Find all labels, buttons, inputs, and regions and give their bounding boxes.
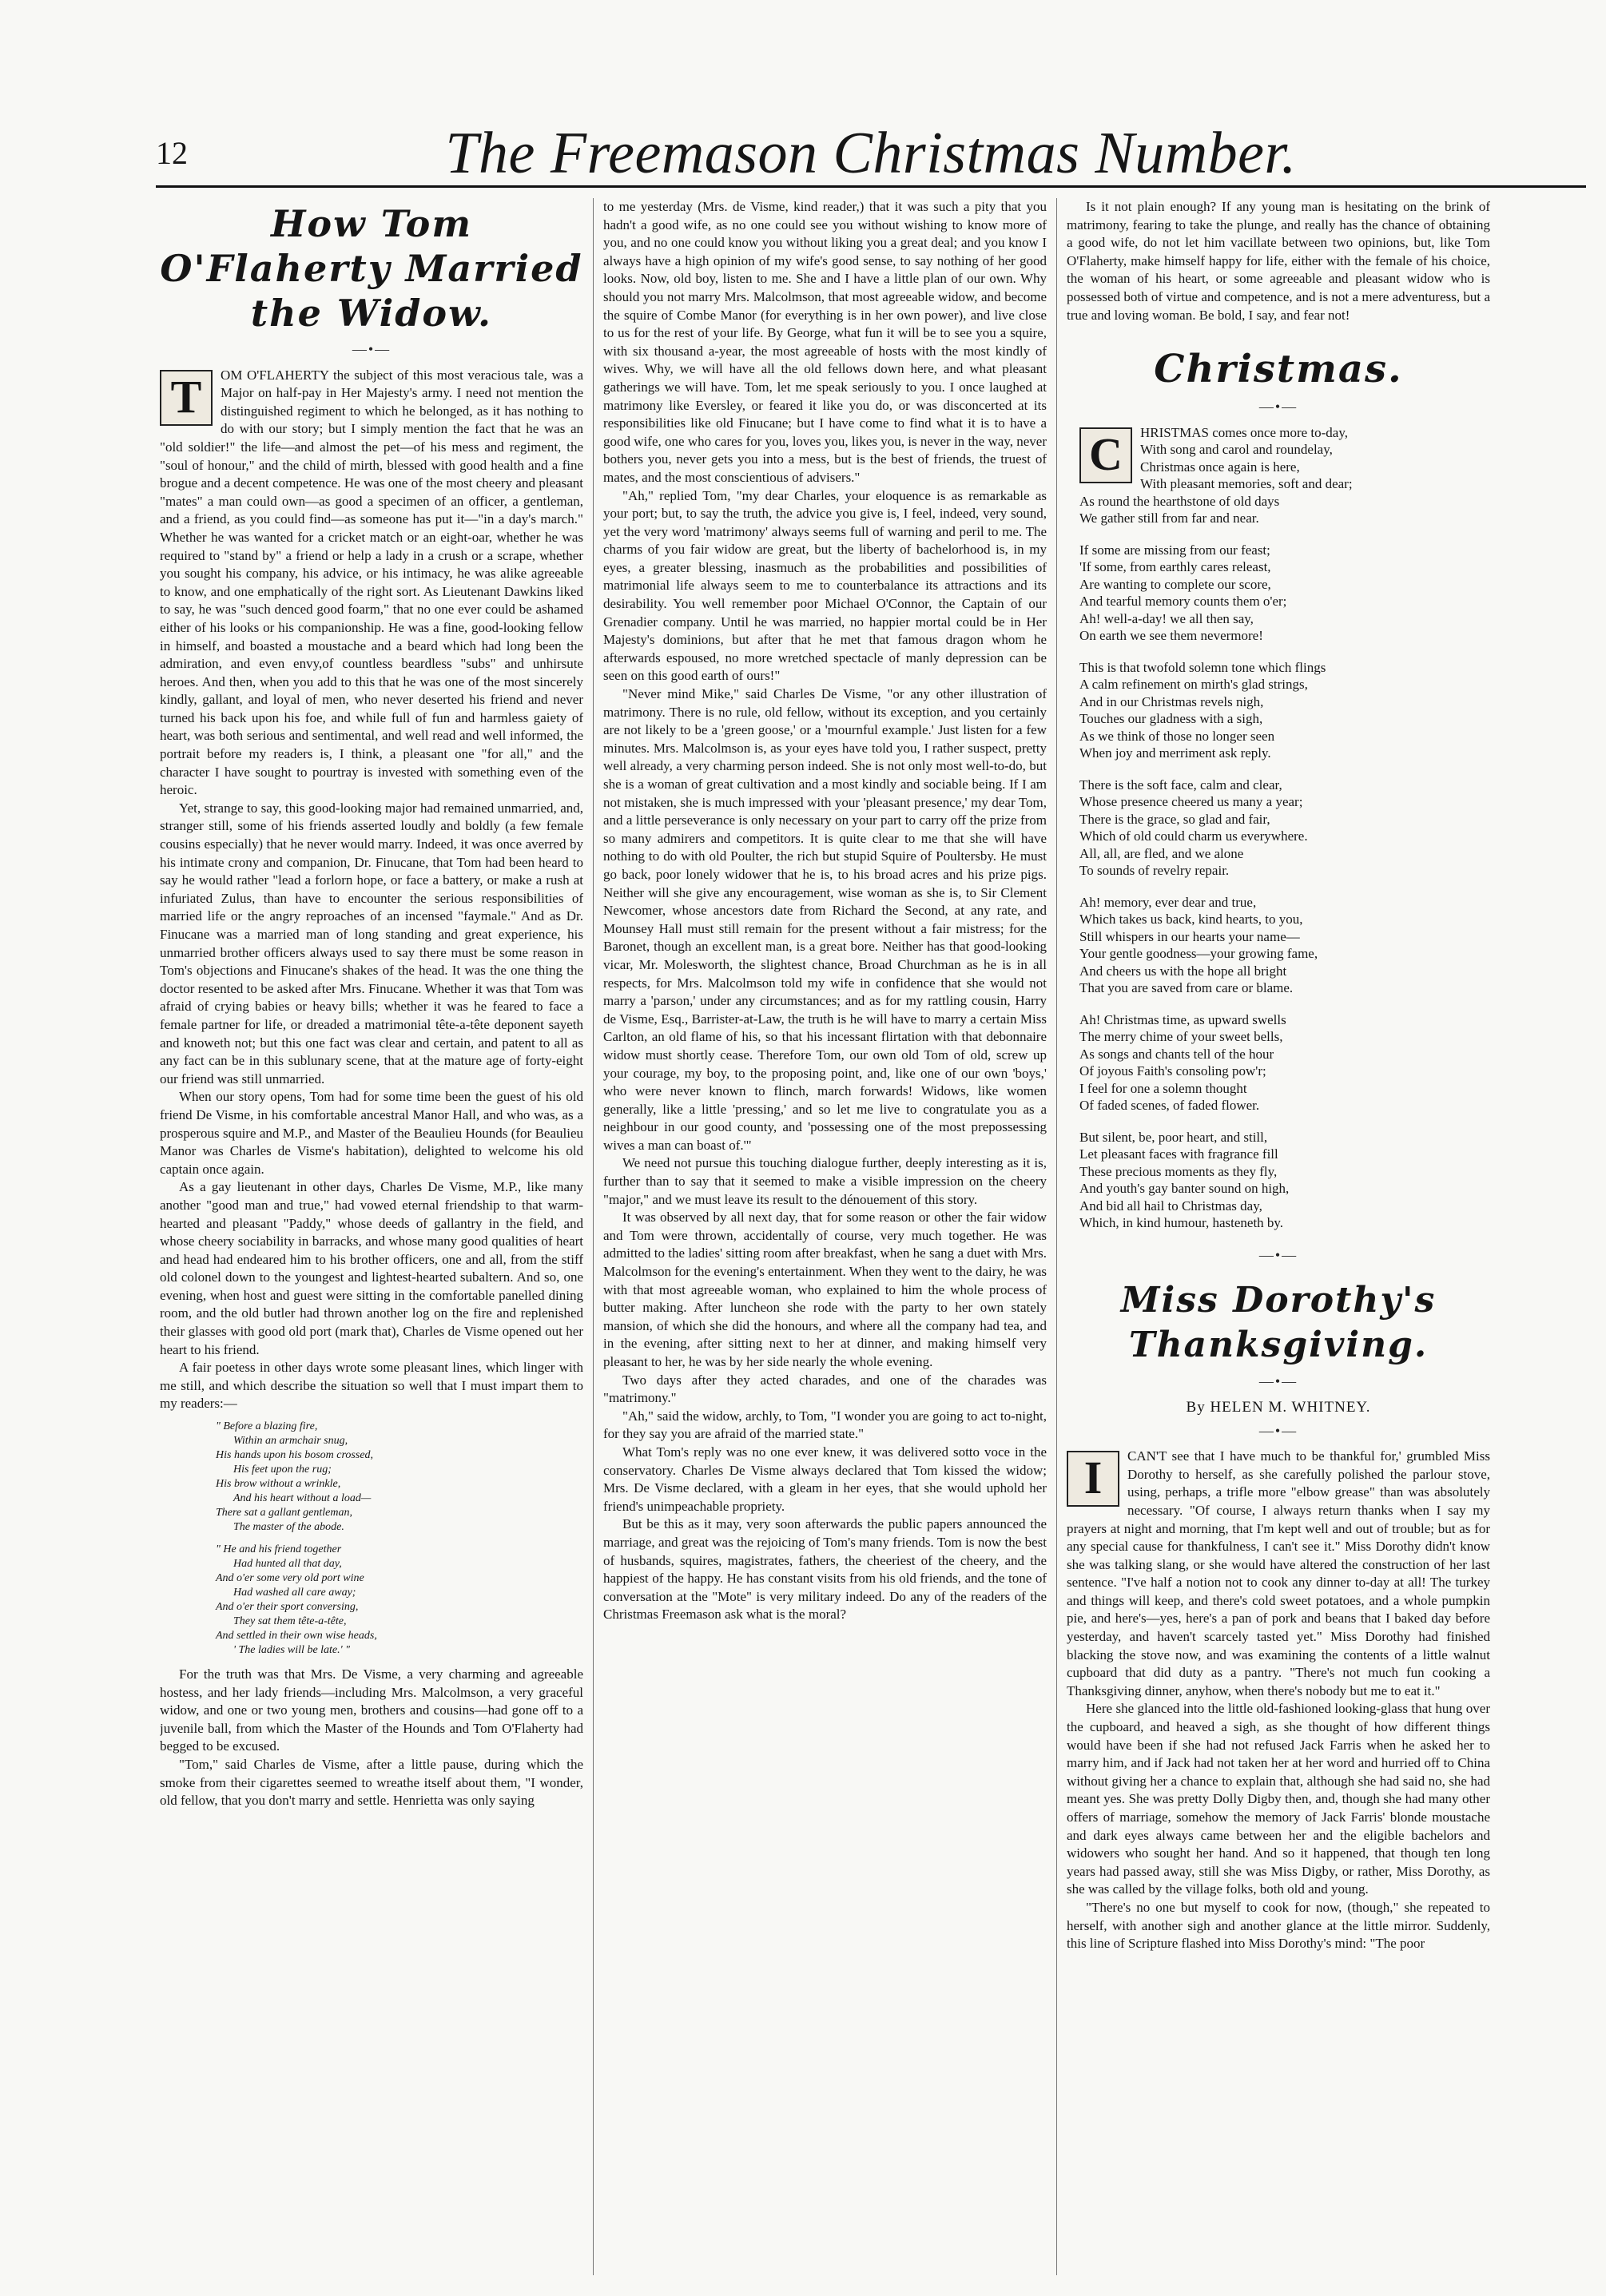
paragraph: OM O'FLAHERTY the subject of this most veracious tale, was a Major on half-pay in Her Majesty's army. I need not mention the distinguished regiment to which he belonged, as it has nothing to do with our story; but I simply mention the fact that he was an "old soldier!" the life—and almost the pet—of his mess and regiment, the "soul of honour," and the child of mirth, blessed with good health and a fine brogue and a decent competence. He was one of the most cheery and pleasant "mates" a man could own—as good a specimen of an officer, a gentleman, and a friend, as you could find—as someone has put it—"in a day's march." Whether he was wanted for a cricket match or an eight-oar, whether he was required to "stand by" a friend or help a lady in a crush or a scrape, whether you sought his company, his advice, or his intimacy, he was alike agreeable to know, and one emphatically of the right sort. As Lieutenant Dawkins liked to say, he was "such denced good foarm," that no one ever could be ashamed either of his looks or his companionship. He was a fine, good-looking fellow in himself, and boasted a moustache and a beard which had long been the admiration, and even envy,of countless beardless "subs" and unhirsute heroes. And then, when you add to this that he was one of the most sincerely kindly, gallant, and loyal of men, who never deserted his friend and never turned his back upon his foe, and while full of fun and harmless gaiety of heart, was both serious and sentimental, and well read and well informed, the portrait before my readers is, I think, a pleasant one "for all," and the character I have sought to pourtray is invested with something even of the heroic. [160,367,583,798]
poem-line: Still whispers in our hearts your name— [1079,928,1300,944]
poem-line: Had washed all care away; [233,1587,356,1599]
column-divider [1056,198,1057,2275]
poem-stanza [1079,659,1490,762]
drop-cap: I [1067,1451,1119,1507]
poem-line: 'If some, from earthly cares releast, [1079,559,1271,575]
poem-line: His feet upon the rug; [233,1464,332,1476]
paragraph: But be this as it may, very soon afterwards the public papers announced the marriage, and great was the rejoicing of Tom's many friends. Tom is now the best of husbands, squires, magistrates, fathers, the cheeriest of the cheery, and the happiest of the happy. He has constant visits from his old friends, and the tone of conversation at the "Mote" is very military indeed. Do any of the readers of the Christmas Freemason ask what is the moral? [603,1516,1047,1623]
quoted-poem [216,1420,583,1658]
poem-line: And tearful memory counts them o'er; [1079,594,1287,610]
poem-line: The master of the abode. [233,1521,344,1534]
paragraph: to me yesterday (Mrs. de Visme, kind reader,) that it was such a pity that you hadn't a good wife, as no one could see you without wishing to know more of you, and no one could know you without liking you a great deal; and you know I always have a high opinion of my wife's good sense, to say nothing of her good looks. Now, old boy, listen to me. She and I have a little plan of our own. Why should you not marry Mrs. Malcolmson, that most agreeable widow, and become the squire of Combe Manor (for everything is in her own power), and live close to us for the rest of your life. By George, what fun it will be to see you a squire, with six thousand a-year, the most agreeable of hosts with the most kindly of wives. Why, we will have all the old fellows down here, and what pleasant gatherings we will have. Tom, let me speak seriously to you. I once laughed at matrimony like Eversley, or feared it like you do, or was disconcerted at its responsibilities like old Finucane; but I have come to find what it is to have a good wife, one who cares for you, loves you, likes you, is never in the way, never bothers you, never gets you into a mess, but is the best of friends, the truest of mates, and the most conscientious of advisers." [603,199,1047,485]
poem-line: ' The ladies will be late.' " [233,1644,351,1657]
paragraph: Is it not plain enough? If any young man is hesitating on the brink of matrimony, fearing to take the plunge, and really has the chance of obtaining a good wife, do not let him vacillate between two opinions, but, like Tom O'Flaherty, make himself happy for life, either with the female of his choice, the woman of his heart, or some agreeable and pleasant widow who is possessed both of virtue and competence, and is not a mere adventuress, but a true and loving woman. Be bold, I say, and fear not! [1067,199,1490,323]
title-ornament: —•— [1258,1373,1298,1390]
poem-line: His brow without a wrinkle, [216,1478,341,1491]
paragraph: "There's no one but myself to cook for now, (though," she repeated to herself, with another sigh and another glance at the little mirror. Suddenly, this line of Scripture flashed into Miss Dorothy's mind: "The poor [1067,1899,1490,1952]
title-ornament: —•— [1258,399,1298,415]
paragraph: Yet, strange to say, this good-looking major had remained unmarried, and, stranger still, some of his friends asserted loudly and boldly (a few female cousins especially) that he never would marry. Indeed, it was once averred by his intimate crony and companion, Dr. Finucane, that Tom had been heard to say he would rather "lead a forlorn hope, or face a battery, or make a rush at infuriated Zulus, than have to encounter the serious responsibilities of married life or the angry reproaches of an incensed "faymale." And as Dr. Finucane was a married man of long standing and great experience, his unmarried brother officers always used to say there must be some reason in Tom's objections and Finucane's shakes of the head. It was the one thing the doctor resented to be asked after Mrs. Finucane. Whether it was that Tom was afraid of crying babies or heavy bills; whether it was he feared to face a female partner for life, or dreaded a matrimonial tête-a-tête deponent sayeth and knoweth not; but this one fact was clear and certain, and patent to all as any fact can be in this sublunary scene, that at the mature age of forty-eight our friend was still unmarried. [160,800,583,1086]
poem-line: Ah! Christmas time, as upward swells [1079,1011,1286,1027]
poem-stanza [1079,777,1490,880]
poem-stanza [1079,1129,1490,1232]
poem-line: And youth's gay banter sound on high, [1079,1181,1290,1197]
poem-line: And o'er some very old port wine [216,1572,364,1585]
poem-stanza [216,1420,583,1535]
poem-line: Your gentle goodness—your growing fame, [1079,946,1318,962]
poem-stanza [1079,1011,1490,1114]
poem-title: Christmas. [1154,347,1403,392]
poem-line: A calm refinement on mirth's glad strings, [1079,677,1308,693]
poem-line: When joy and merriment ask reply. [1079,745,1271,761]
paragraph: "Tom," said Charles de Visme, after a little pause, during which the smoke from their cigarettes seemed to wreathe itself about them, "I wonder, old fellow, that you don't marry and settle. Henrietta was only saying [160,1757,583,1809]
paragraph: Two days after they acted charades, and one of the charades was "matrimony." [603,1372,1047,1406]
poem-line: His hands upon his bosom crossed, [216,1449,374,1462]
page-number: 12 [156,135,188,171]
poem-stanza [1079,424,1490,527]
paragraph: It was observed by all next day, that for some reason or other the fair widow and Tom were thrown, accidentally of course, very much together. He was admitted to the ladies' sitting room after breakfast, when he sang a duet with Mrs. Malcolmson for the evening's entertainment. When they went to the dairy, he was with that most agreeable woman, who explained to him the whole process of butter making. After luncheon she rode with the party to her own stately mansion, of which she did the honours, and where all the company had tea, and in the evening, after sitting next to her at dinner, and making himself very pleasant to her, he was by her side nearly the whole evening. [603,1210,1047,1369]
poem-line: HRISTMAS comes once more to-day, [1140,424,1348,440]
page-header [156,120,1586,186]
poem-line: If some are missing from our feast; [1079,542,1270,558]
poem-line: And bid all hail to Christmas day, [1079,1198,1262,1214]
poem-line: As songs and chants tell of the hour [1079,1046,1274,1062]
byline: By HELEN M. WHITNEY. [1186,1398,1371,1416]
poem-line: These precious moments as they fly, [1079,1163,1278,1179]
poem-stanza [1079,894,1490,997]
poem-stanza [216,1543,583,1658]
poem-line: Ah! well-a-day! we all then say, [1079,610,1254,626]
poem-line: Christmas once again is here, [1140,459,1300,475]
poem-line: And in our Christmas revels nigh, [1079,693,1264,709]
column-2 [603,198,1047,2275]
paragraph: "Ah," said the widow, archly, to Tom, "I wonder you are going to act to-night, for they say you are afraid of the married state." [603,1408,1047,1442]
poem-line: On earth we see them nevermore! [1079,628,1263,644]
poem-line: Within an armchair snug, [233,1435,348,1448]
paragraph: As a gay lieutenant in other days, Charles De Visme, M.P., like many another "good man and true," had vowed eternal friendship to that warm-hearted and pleasant "Paddy," whose deeds of gallantry in the field, and whose cheery sociability in barracks, and whose many good qualities of heart and head had endeared him to his brother officers, one and all, from the stiff old colonel down to the youngest and lightest-hearted subaltern. And so, one evening, when host and guest were sitting in the comfortable panelled dining room, and the old butler had thrown another log on the fire and replenished their glasses with good old port (mark that), Charles de Visme opened out her heart to his friend. [160,1179,583,1357]
poem-line: Let pleasant faces with fragrance fill [1079,1146,1278,1162]
poem-stanza [1079,542,1490,645]
poem-line: But silent, be, poor heart, and still, [1079,1129,1268,1145]
christmas-poem [1079,424,1490,1232]
paragraph: When our story opens, Tom had for some time been the guest of his old friend De Visme, in his comfortable ancestral Manor Hall, and who was, as a prosperous squire and M.P., and Master of the Beaulieu Hounds (for Beaulieu Manor was Charles de Visme's habitation), delighted to welcome his old captain once again. [160,1089,583,1177]
paragraph: "Ah," replied Tom, "my dear Charles, your eloquence is as remarkable as your port; but, to say the truth, the advice you give is, I feel, indeed, very sound, yet the very word 'matrimony' always seems full of warning and peril to me. The charms of you fair widow are great, but the liberty of bachelorhood is, in my eyes, a greater blessing, inasmuch as the probabilities and possibilities of matrimonial life always seem to me to counterbalance its attractions and its desirability. You well remember poor Michael O'Connor, the Captain of our Grenadier company. Until he was married, no happier mortal could be in Her Majesty's dominions, but after that he met that famous dragon whom he afterwards espoused, no more wretched spectacle of manly depression can be seen on this good earth of ours!" [603,487,1047,684]
poem-line: There sat a gallant gentleman, [216,1507,352,1519]
story-title: How Tom O'Flaherty Married the Widow. [160,202,583,335]
poem-line: With pleasant memories, soft and dear; [1140,476,1353,492]
paragraph: CAN'T see that I have much to be thankful for,' grumbled Miss Dorothy to herself, as she carefully polished the parlour stove, using, perhaps, a trifle more "elbow grease" than was absolutely necessary. "Of course, I always return thanks when I say my prayers at night and morning, that I'm kept well and out of trouble; but as for any special cause for thankfulness, I can't see it." Miss Dorothy didn't know she was talking slang, or she would have altered the construction of her last sentence. "I've half a notion not to cook any dinner to-day at all! The turkey and things will keep, and there's cold sweet potatoes, and a whole pumpkin pie, and here's—yes, here's a pan of pork and beans that I baked day before yesterday, and haven't scarcely tasted yet." Miss Dorothy had finished blacking the stove now, and was examining the contents of a little walnut cupboard that did duty as a pantry. "There's not much fun cooking a Thanksgiving dinner, anyhow, when there's nobody but me to eat it." [1067,1448,1490,1698]
poem-line: " He and his friend together [216,1543,342,1556]
header-rule [156,185,1586,188]
paragraph: What Tom's reply was no one ever knew, it was delivered sotto voce in the conservatory. Charles De Visme always declared that Tom kissed the widow; Mrs. De Visme declared, with a gleam in her eyes, that she would uphold her friend's unimpeachable propriety. [603,1444,1047,1514]
poem-line: Are wanting to complete our score, [1079,576,1271,592]
poem-line: There is the grace, so glad and fair, [1079,811,1270,827]
poem-line: That you are saved from care or blame. [1079,980,1294,996]
poem-line: " Before a blazing fire, [216,1420,318,1433]
paragraph: For the truth was that Mrs. De Visme, a very charming and agreeable hostess, and her lady friends—including Mrs. Malcolmson, a very graceful widow, and one or two young men, brothers and cousins—had gone off to a juvenile ball, from which the Master of the Hounds and Tom O'Flaherty had begged to be excused. [160,1666,583,1754]
poem-line: As we think of those no longer seen [1079,728,1275,744]
poem-line: Which, in kind humour, hasteneth by. [1079,1215,1284,1231]
poem-line: Which takes us back, kind hearts, to you, [1079,912,1303,928]
paragraph: Here she glanced into the little old-fashioned looking-glass that hung over the cupboard, and heaved a sigh, as she thought of how different things would have been if she had not refused Jack Farris when he asked her to marry him, and if Jack had not taken her at her word and hurried off to China without giving her a chance to explain that, although she had said no, she had meant yes. She was pretty Dolly Digby then, and, though she had many other offers of marriage, somehow the memory of Jack Farris' blonde moustache and dark eyes always came between her and the eligible bachelors and widowers who sought her hand. And so it happened, that though ten long years had passed away, still she was Miss Digby, or rather, Miss Dorothy, as she was called by the village folks, both old and young. [1067,1701,1490,1897]
poem-line: Ah! memory, ever dear and true, [1079,894,1257,910]
poem-line: All, all, are fled, and we alone [1079,845,1244,861]
poem-line: The merry chime of your sweet bells, [1079,1029,1283,1045]
running-title: The Freemason Christmas Number. [445,121,1297,186]
poem-line: And o'er their sport conversing, [216,1601,359,1614]
poem-line: And his heart without a load— [233,1492,372,1505]
poem-line: There is the soft face, calm and clear, [1079,777,1282,792]
poem-line: Had hunted all that day, [233,1558,342,1571]
column-1 [160,198,583,2275]
poem-line: Whose presence cheered us many a year; [1079,794,1303,810]
drop-cap: T [160,370,213,426]
paragraph: "Never mind Mike," said Charles De Visme, "or any other illustration of matrimony. There is no rule, old fellow, without its exception, and you certainly are not likely to be a 'green goose,' or a 'mournful example.' Just listen for a few minutes. Mrs. Malcolmson is, as your eyes have told you, I rather suspect, pretty well already, a very charming person indeed. She is not only most well-to-do, but she is a woman of great cultivation and a most kindly and sociable being. If I am not mistaken, she is much impressed with your 'pleasant presence,' my dear Tom, and a little perseverance is only necessary on your part to carry off the prize from so many admirers and competitors. It is quite clear to me that she will have nothing to do with old Poulter, the rich but stupid Squire of Poultersby. He must go back, poor lonely widower that he is, to his broad acres and his prize pigs. Neither will she give any encouragement, wise woman as she is, to Sir Clement Newcomer, whose ancestors date from Richard the Second, at any rate, and Mounsey Hall must still remain for the present without a fair mistress; for the Baronet, though an excellent man, is a great bore. Neither has that good-looking vicar, Mr. Molesworth, the slightest chance, Broad Churchman as he is in all respects, for Mrs. Malcolmson told my wife in confidence that she would not marry a 'parson,' under any circumstances; and as for my rattling cousin, Harry de Visme, Esq., Barrister-at-Law, the truth is he will have to marry a certain Miss Carlton, an old flame of his, so that his incessant flirtation with that debonnaire widow must shortly cease. Therefore Tom, our own old Tom of old, screw up your courage, my boy, to the proposing point, and, like one of our own 'boys,' who were never known to flinch, march forwards! Widows, like women generally, like a little 'pressing,' and so let me live to congratulate you as a neighbour in our good county, and 'possessing one of the most prepossessing wives a man can boast of.'" [603,686,1047,1153]
story-title: Miss Dorothy's Thanksgiving. [1120,1280,1437,1366]
poem-line: And cheers us with the hope all bright [1079,963,1287,979]
poem-line: I feel for one a solemn thought [1079,1080,1247,1096]
poem-line: And settled in their own wise heads, [216,1630,377,1643]
drop-cap: C [1079,427,1132,483]
poem-line: This is that twofold solemn tone which flings [1079,659,1326,675]
poem-line: Of joyous Faith's consoling pow'r; [1079,1063,1266,1079]
paragraph: We need not pursue this touching dialogue further, deeply interesting as it is, further than to say that it seemed to make a visible impression on the cheery "major," and we must leave its result to the dénouement of this story. [603,1155,1047,1207]
column-3 [1067,198,1490,2275]
paragraph: A fair poetess in other days wrote some pleasant lines, which linger with me still, and which describe the situation so well that I must impart them to my readers:— [160,1360,583,1412]
poem-line: We gather still from far and near. [1079,510,1259,526]
poem-line: With song and carol and roundelay, [1140,442,1333,458]
column-divider [593,198,594,2275]
section-ornament: —•— [1258,1246,1298,1263]
title-ornament: —•— [352,341,392,357]
poem-line: Touches our gladness with a sigh, [1079,711,1263,727]
poem-line: As round the hearthstone of old days [1079,493,1280,509]
title-ornament: —•— [1258,1422,1298,1439]
poem-line: They sat them tête-a-tête, [233,1615,347,1628]
poem-line: Of faded scenes, of faded flower. [1079,1098,1260,1114]
poem-line: To sounds of revelry repair. [1079,863,1230,879]
poem-line: Which of old could charm us everywhere. [1079,828,1308,844]
